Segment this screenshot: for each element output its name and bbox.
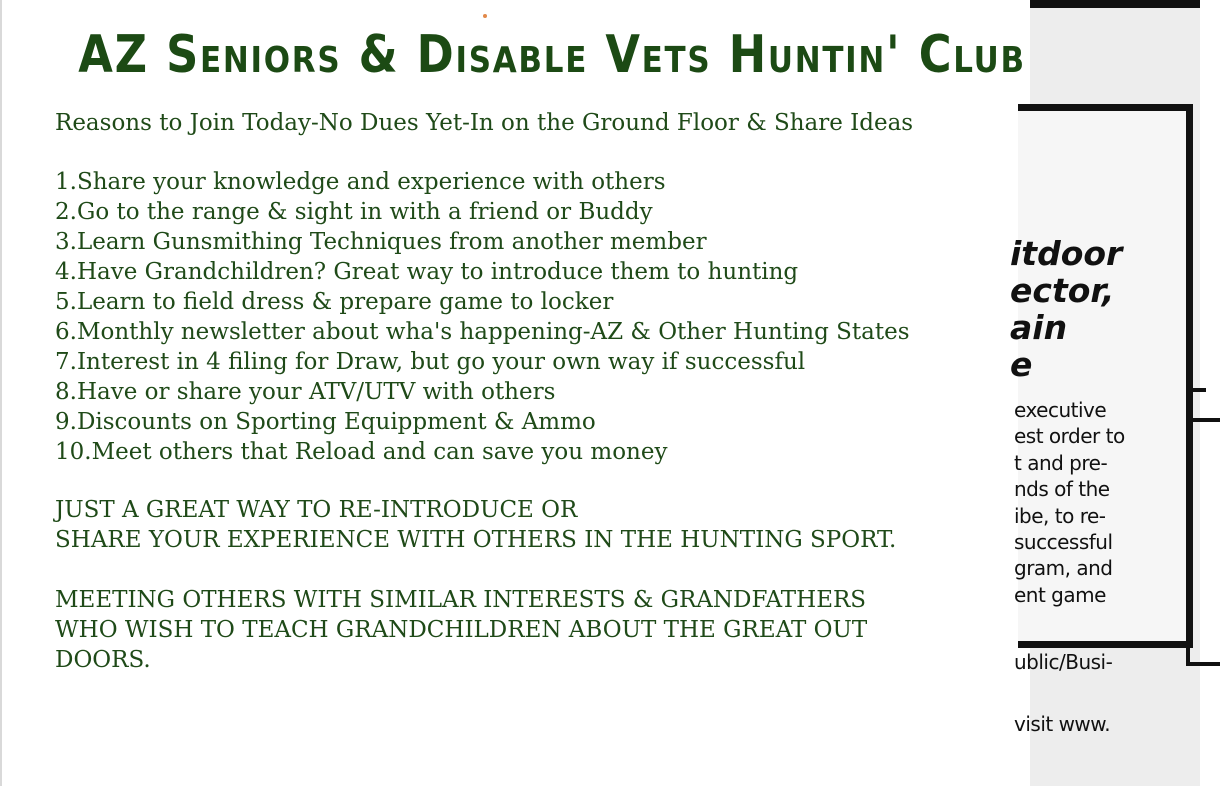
headline-line: ain [1010,308,1068,347]
body-line: executive [1014,398,1107,422]
reason-item: 4.Have Grandchildren? Great way to introduce them to hunting [55,259,799,285]
body-line: ibe, to re- [1014,503,1106,528]
body-line: est order to [1014,424,1125,449]
clipping-body [1014,397,1125,608]
closing-statement-2 [55,585,867,675]
closing-line: SHARE YOUR EXPERIENCE WITH OTHERS IN THE HUNTING SPORT. [55,527,897,553]
closing-line: WHO WISH TO TEACH GRANDCHILDREN ABOUT THE GREAT OUT [55,617,868,643]
reason-item: 2.Go to the range & sight in with a friend or Buddy [55,199,653,225]
club-flyer [2,0,1030,786]
reason-item: 6.Monthly newsletter about wha's happening-AZ & Other Hunting States [55,319,910,345]
footer-gap [1014,677,1112,709]
ink-speck [483,14,487,18]
body-line: t and pre- [1014,450,1108,475]
reason-item: 1.Share your knowledge and experience with others [55,169,666,195]
reason-item: 10.Meet others that Reload and can save you money [55,439,668,465]
reason-item: 9.Discounts on Sporting Equippment & Ammo [55,409,596,435]
reason-item: 3.Learn Gunsmithing Techniques from another member [55,229,707,255]
headline-line: e [1010,345,1033,384]
clipping-top-rule [1030,0,1200,8]
clipping-article-box [1010,104,1193,736]
club-title: AZ Seniors & Disable Vets Huntin' Club [78,25,1026,85]
closing-statement-1 [55,495,896,555]
headline-line: itdoor [1010,234,1123,273]
footer-line: visit www. [1014,712,1111,736]
clipping-side-rule [1186,388,1206,392]
body-line: gram, and [1014,556,1113,581]
reasons-list [55,167,910,467]
closing-line: MEETING OTHERS WITH SIMILAR INTERESTS & GRANDFATHERS [55,587,867,613]
closing-line: JUST A GREAT WAY TO RE-INTRODUCE OR [55,497,578,523]
clipping-headline [1010,235,1122,383]
clipping-adjacent-box [1186,418,1220,666]
headline-line: ector, [1010,271,1115,310]
body-line: ent game [1014,582,1106,607]
reason-item: 8.Have or share your ATV/UTV with others [55,379,556,405]
closing-line: DOORS. [55,647,151,673]
reasons-heading: Reasons to Join Today-No Dues Yet-In on the Ground Floor & Share Ideas [55,110,914,136]
reason-item: 7.Interest in 4 filing for Draw, but go your own way if successful [55,349,806,375]
newspaper-clipping [1010,0,1200,786]
body-line: successful [1014,530,1113,555]
reason-item: 5.Learn to field dress & prepare game to locker [55,289,614,315]
body-line: nds of the [1014,477,1110,502]
footer-line: ublic/Busi- [1014,650,1113,674]
clipping-footer [1014,647,1112,739]
